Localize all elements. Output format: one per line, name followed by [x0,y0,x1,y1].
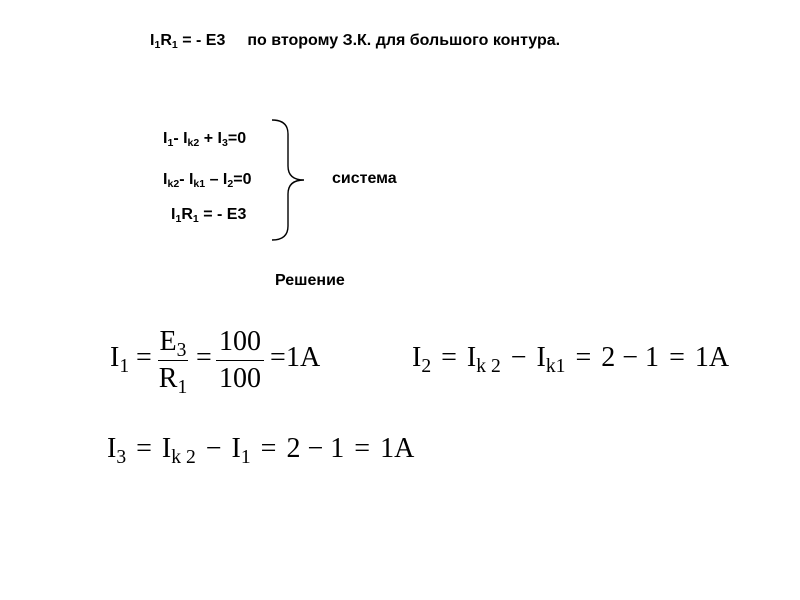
term-ik1: $I_{k1}$ [536,342,566,377]
formula-i2-lhs: $I_2$ [412,342,432,377]
system-equation-3: $I_1R_1$ = - E3 [171,206,247,225]
header-note: по второму З.К. для большого контура. [247,32,561,49]
term-ik2: $I_{k 2}$ [466,342,501,377]
equals-sign: = [136,342,152,373]
system-equation-2: $I_{k2}-$ $I_{k1} - I_2=0$ [163,171,252,190]
right-curly-brace-icon [268,118,308,242]
formula-i2: $I_2 = I_{k 2} - I_{k1} = 2 - 1 = 1A$ [412,342,730,377]
equals-sign: = [270,342,286,373]
term-i1: $I_1$ [231,433,251,468]
fraction-100-100: 100 100 [216,328,264,393]
formula-i3-result: 1A [380,433,415,464]
solution-label: Решение [275,272,345,289]
term-ik2: $I_{k 2}$ [161,433,196,468]
equals-sign: = [196,342,212,373]
header-equation: $I_1R_1$ = - E3 [150,32,226,51]
formula-i1 [110,326,330,410]
header-line [150,32,560,50]
formula-i3-lhs: $I_3$ [107,433,127,468]
system-equation-1: $I_1-$ $I_{k2} + I_3=0$ [163,130,247,149]
formula-i1-result: 1A [286,342,321,373]
formula-i2-result: 1A [694,342,730,373]
system-label: система [332,170,397,187]
fraction-e3-r1: $E_3$ $R_1$ [158,326,188,398]
formula-i1-lhs: $I_1$ [110,342,130,377]
formula-i3: $I_3 = I_{k 2} - I_1 = 2 - 1 = 1A$ [107,433,415,468]
